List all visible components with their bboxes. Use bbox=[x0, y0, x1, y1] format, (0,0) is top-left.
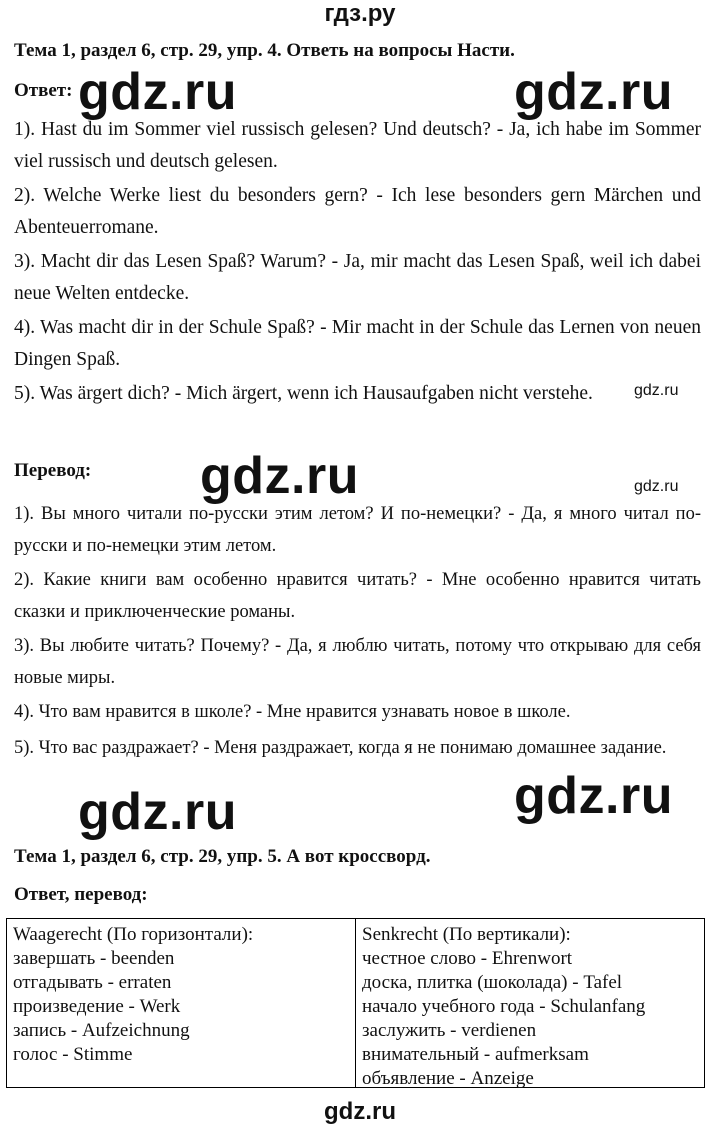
vertical-title: Senkrecht (По вертикали): bbox=[362, 924, 571, 945]
watermark: gdz.ru bbox=[634, 478, 679, 495]
horizontal-item: запись - Aufzeichnung bbox=[13, 1020, 190, 1041]
answer-label: Ответ: bbox=[14, 80, 73, 101]
answer-4: 4). Was macht dir in der Schule Spaß? - Mir macht in der Schule das Lernen von neuen Dingen Spaß. bbox=[14, 317, 701, 370]
horizontal-item: произведение - Werk bbox=[13, 996, 181, 1017]
watermark: gdz.ru bbox=[514, 767, 673, 825]
vertical-item: доска, плитка (шоколада) - Tafel bbox=[362, 972, 623, 993]
translation-2: 2). Какие книги вам особенно нравится читать? - Мне особенно нравится читать сказки и приключенческие романы. bbox=[14, 570, 701, 622]
site-header-title: гдз.ру bbox=[324, 0, 396, 27]
vertical-column bbox=[355, 919, 704, 1087]
answer-5: 5). Was ärgert dich? - Mich ärgert, wenn ich Hausaufgaben nicht verstehe. bbox=[14, 383, 593, 404]
vertical-item: честное слово - Ehrenwort bbox=[362, 948, 573, 969]
exercise-5-heading: Тема 1, раздел 6, стр. 29, упр. 5. А вот кроссворд. bbox=[14, 846, 431, 867]
answer-1: 1). Hast du im Sommer viel russisch gelesen? Und deutsch? - Ja, ich habe im Sommer viel russisch und deutsch gelesen. bbox=[14, 119, 701, 172]
translation-1: 1). Вы много читали по-русски этим летом? И по-немецки? - Да, я много читал по-русски и по-немецки этим летом. bbox=[14, 504, 701, 556]
vertical-item: объявление - Anzeige bbox=[362, 1068, 534, 1089]
watermark: gdz.ru bbox=[200, 447, 359, 505]
translation-3: 3). Вы любите читать? Почему? - Да, я люблю читать, потому что открываю для себя новые миры. bbox=[14, 636, 701, 688]
vertical-item: внимательный - aufmerksam bbox=[362, 1044, 589, 1065]
translation-label: Перевод: bbox=[14, 460, 92, 481]
translation-4: 4). Что вам нравится в школе? - Мне нравится узнавать новое в школе. bbox=[14, 702, 571, 722]
site-footer-title: gdz.ru bbox=[324, 1098, 396, 1125]
horizontal-item: голос - Stimme bbox=[13, 1044, 133, 1065]
vertical-item: заслужить - verdienen bbox=[362, 1020, 537, 1041]
watermark: gdz.ru bbox=[514, 63, 673, 121]
horizontal-column bbox=[7, 919, 355, 1087]
horizontal-item: завершать - beenden bbox=[13, 948, 175, 969]
horizontal-item: отгадывать - erraten bbox=[13, 972, 172, 993]
translation-5: 5). Что вас раздражает? - Меня раздражает, когда я не понимаю домашнее задание. bbox=[14, 738, 667, 758]
answer-translation-label: Ответ, перевод: bbox=[14, 884, 148, 905]
answer-3: 3). Macht dir das Lesen Spaß? Warum? - Ja, mir macht das Lesen Spaß, weil ich dabei neue Welten entdecke. bbox=[14, 251, 701, 304]
watermark: gdz.ru bbox=[634, 382, 679, 399]
exercise-4-heading: Тема 1, раздел 6, стр. 29, упр. 4. Ответь на вопросы Насти. bbox=[14, 40, 515, 61]
horizontal-title: Waagerecht (По горизонтали): bbox=[13, 924, 254, 945]
watermark: gdz.ru bbox=[78, 63, 237, 121]
vertical-item: начало учебного года - Schulanfang bbox=[362, 996, 646, 1017]
answer-2: 2). Welche Werke liest du besonders gern? - Ich lese besonders gern Märchen und Abenteuerromane. bbox=[14, 185, 701, 238]
watermark: gdz.ru bbox=[78, 783, 237, 841]
vocabulary-table bbox=[6, 918, 705, 1088]
